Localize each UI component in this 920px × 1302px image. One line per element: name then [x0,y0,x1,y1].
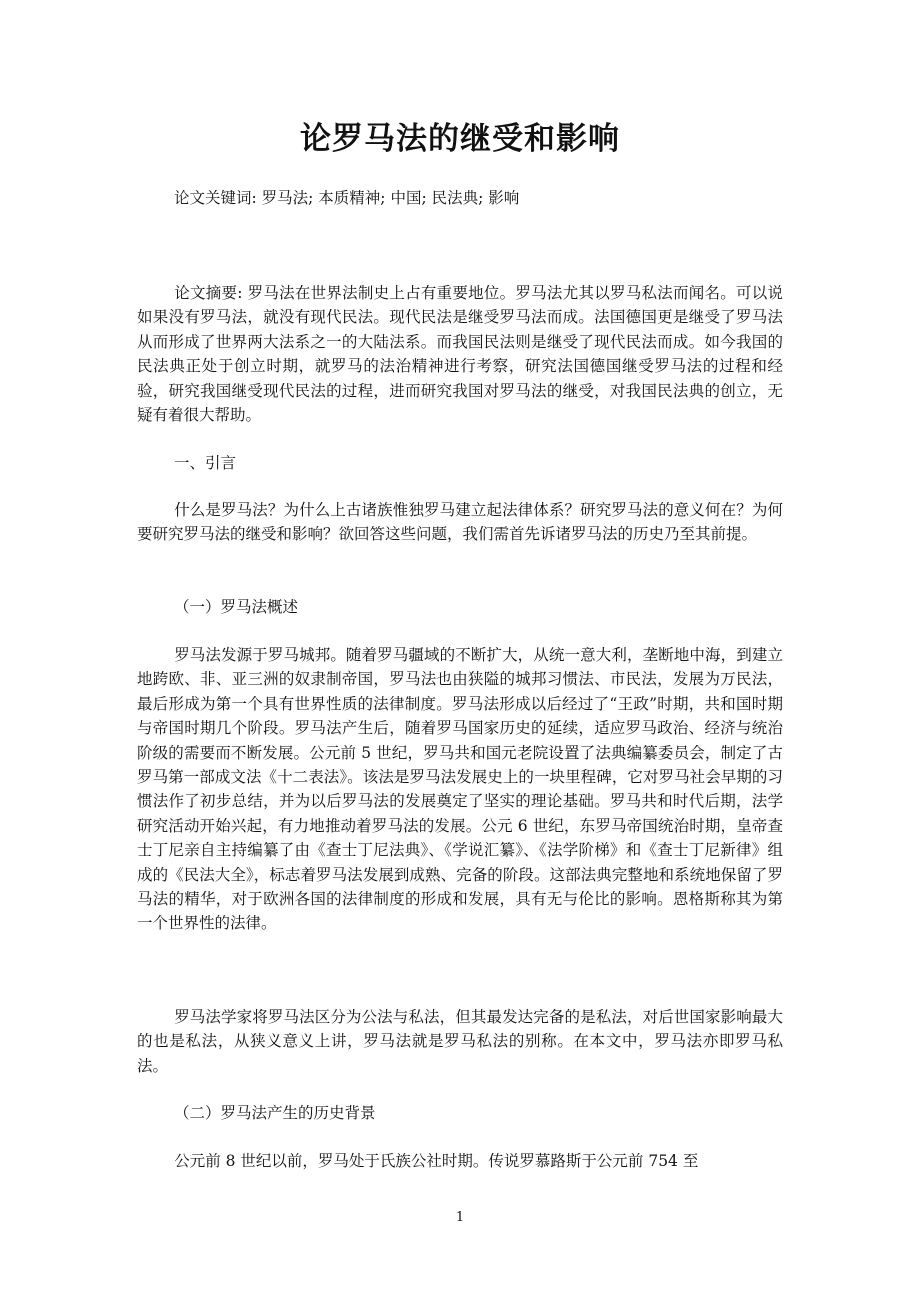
subsection-heading-overview: （一）罗马法概述 [174,598,299,616]
page-number: 1 [455,1210,465,1225]
keywords-line: 论文关键词: 罗马法; 本质精神; 中国; 民法典; 影响 [174,189,520,207]
overview-paragraph-1: 罗马法发源于罗马城邦。随着罗马疆域的不断扩大，从统一意大利，垄断地中海，到建立地跨欧、非、亚三洲的奴隶制帝国，罗马法也由狭隘的城邦习惯法、市民法，发展为万民法，最后形成为第一个具有世界性质的法律制度。罗马法形成以后经过了“王政”时期，共和国时期与帝国时期几个阶段。罗马法产生后，随着罗马国家历史的延续，适应罗马政治、经济与统治阶级的需要而不断发展。公元前 5 世纪，罗马共和国元老院设置了法典编纂委员会，制定了古罗马第一部成文法《十二表法》。该法是罗马法发展史上的一块里程碑，它对罗马社会早期的习惯法作了初步总结，并为以后罗马法的发展奠定了坚实的理论基础。罗马共和时代后期，法学研究活动开始兴起，有力地推动着罗马法的发展。公元 6 世纪，东罗马帝国统治时期，皇帝查士丁尼亲自主持编纂了由《查士丁尼法典》、《学说汇纂》、《法学阶梯》和《查士丁尼新律》组成的《民法大全》，标志着罗马法发展到成熟、完备的阶段。这部法典完整地和系统地保留了罗马法的精华，对于欧洲各国的法律制度的形成和发展，具有无与伦比的影响。恩格斯称其为第一个世界性的法律。 [137,646,783,933]
page-title: 论罗马法的继受和影响 [300,121,620,157]
introduction-paragraph: 什么是罗马法？为什么上古诸族惟独罗马建立起法律体系？研究罗马法的意义何在？为何要研究罗马法的继受和影响？欲回答这些问题，我们需首先诉诸罗马法的历史乃至其前提。 [137,501,783,544]
section-heading-introduction: 一、引言 [174,454,237,472]
overview-paragraph-2: 罗马法学家将罗马法区分为公法与私法，但其最发达完备的是私法，对后世国家影响最大的也是私法，从狭义意义上讲，罗马法就是罗马私法的别称。在本文中，罗马法亦即罗马私法。 [137,1008,783,1075]
abstract-paragraph: 论文摘要: 罗马法在世界法制史上占有重要地位。罗马法尤其以罗马私法而闻名。可以说如果没有罗马法，就没有现代民法。现代民法是继受罗马法而成。法国德国更是继受了罗马法从而形成了世界两大法系之一的大陆法系。而我国民法则是继受了现代民法而成。如今我国的民法典正处于创立时期，就罗马的法治精神进行考察，研究法国德国继受罗马法的过程和经验，研究我国继受现代民法的过程，进而研究我国对罗马法的继受，对我国民法典的创立，无疑有着很大帮助。 [137,284,783,425]
background-paragraph: 公元前 8 世纪以前，罗马处于氏族公社时期。传说罗慕路斯于公元前 754 至 [174,1152,699,1170]
subsection-heading-background: （二）罗马法产生的历史背景 [174,1104,376,1122]
